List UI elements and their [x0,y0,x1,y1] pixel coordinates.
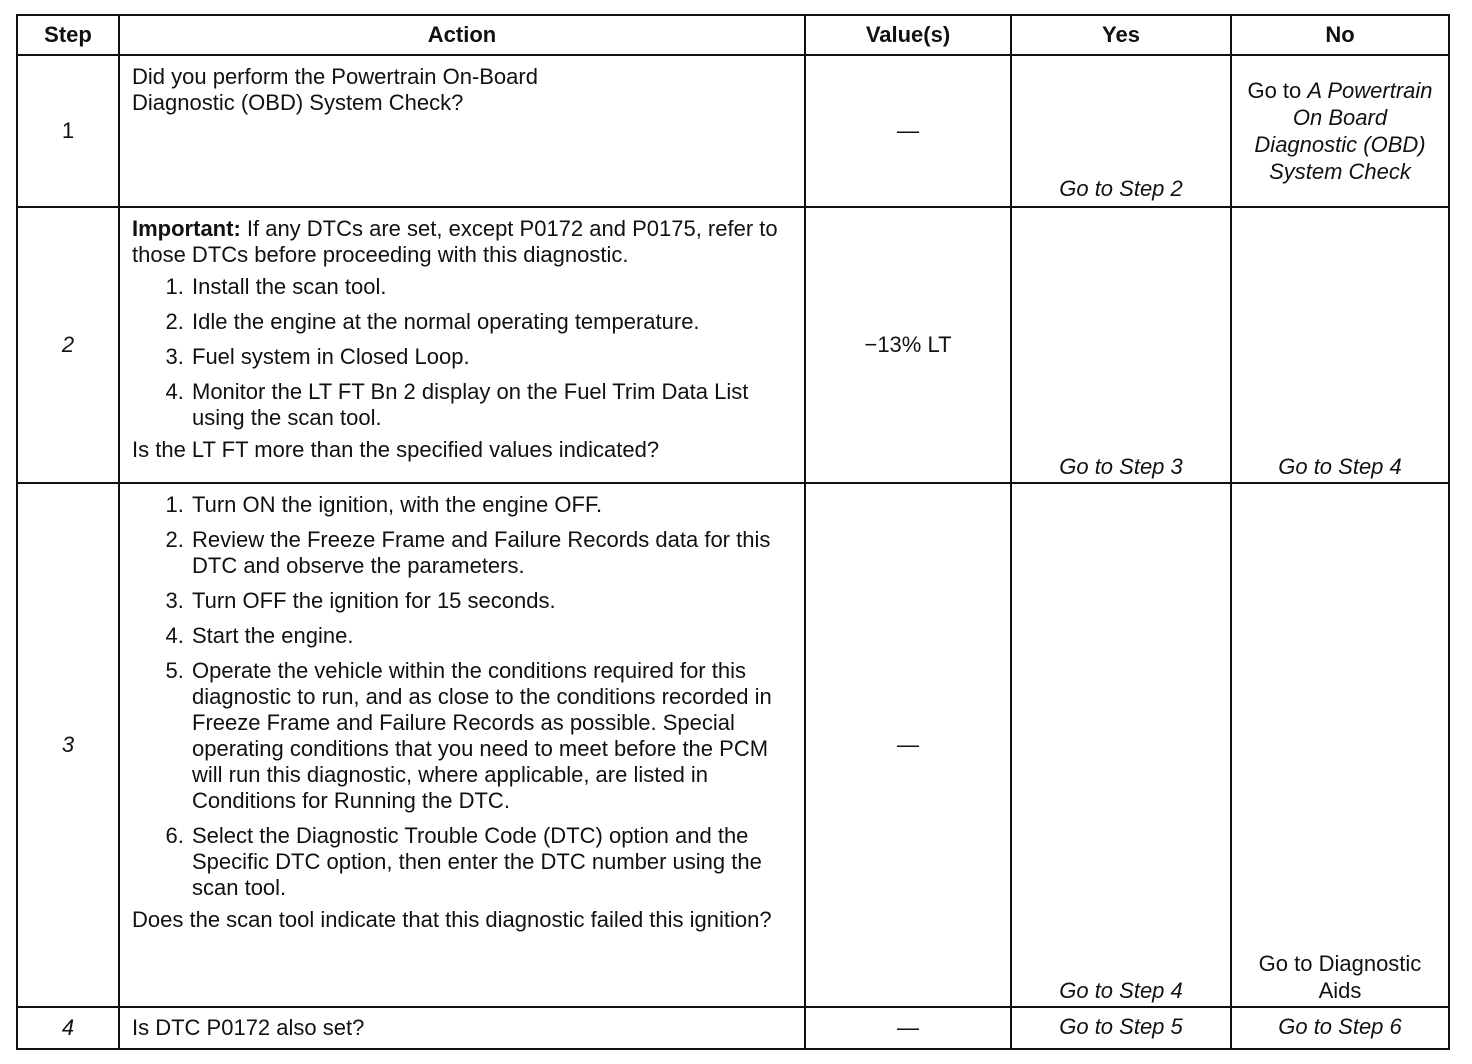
no-link[interactable] [1231,55,1449,207]
important-label: Important: [132,216,241,241]
value-cell: — [805,55,1011,207]
question-text: Does the scan tool indicate that this diagnostic failed this ignition? [132,907,772,932]
no-link-target: A Powertrain On Board Diagnostic (OBD) System Check [1254,78,1433,184]
header-no: No [1231,15,1449,55]
yes-link[interactable]: Go to Step 5 [1011,1007,1231,1049]
substep-list [132,274,794,431]
action-cell [119,483,805,1007]
important-text: If any DTCs are set, except P0172 and P0175, refer to those DTCs before proceeding with this diagnostic. [132,216,778,267]
table-row [17,55,1449,207]
question-text: Did you perform the Powertrain On-Board Diagnostic (OBD) System Check? [132,64,538,115]
table-row [17,1007,1449,1049]
action-cell: Is DTC P0172 also set? [119,1007,805,1049]
step-number: 2 [17,207,119,483]
substep: 2. Review the Freeze Frame and Failure Records data for this DTC and observe the parameters. [190,527,794,579]
step-number: 3 [17,483,119,1007]
value-cell: — [805,1007,1011,1049]
header-values: Value(s) [805,15,1011,55]
substep: 3. Fuel system in Closed Loop. [190,344,794,370]
table-row [17,483,1449,1007]
no-link[interactable]: Go to Diagnostic Aids [1231,483,1449,1007]
header-row [17,15,1449,55]
header-action: Action [119,15,805,55]
step-number: 1 [17,55,119,207]
header-step: Step [17,15,119,55]
yes-link[interactable]: Go to Step 4 [1011,483,1231,1007]
important-note [132,216,794,268]
substep: 4. Start the engine. [190,623,794,649]
table-row [17,207,1449,483]
action-cell [119,55,805,207]
substep: 1. Turn ON the ignition, with the engine OFF. [190,492,794,518]
step-number: 4 [17,1007,119,1049]
no-link-prefix: Go to [1247,78,1308,103]
action-cell [119,207,805,483]
yes-link[interactable]: Go to Step 3 [1011,207,1231,483]
substep-list [132,492,794,901]
substep: 4. Monitor the LT FT Bn 2 display on the Fuel Trim Data List using the scan tool. [190,379,794,431]
substep: 5. Operate the vehicle within the conditions required for this diagnostic to run, and as close to the conditions recorded in Freeze Frame and Failure Records as possible. Special operating conditions that you need to meet before the PCM will run this diagnostic, where applicable, are listed in Conditions for Running the DTC. [190,658,794,814]
substep: 6. Select the Diagnostic Trouble Code (DTC) option and the Specific DTC option, then enter the DTC number using the scan tool. [190,823,794,901]
yes-link[interactable]: Go to Step 2 [1011,55,1231,207]
substep: 1. Install the scan tool. [190,274,794,300]
header-yes: Yes [1011,15,1231,55]
substep: 2. Idle the engine at the normal operating temperature. [190,309,794,335]
question-text: Is the LT FT more than the specified values indicated? [132,437,660,462]
value-cell: −13% LT [805,207,1011,483]
no-link[interactable]: Go to Step 6 [1231,1007,1449,1049]
no-link[interactable]: Go to Step 4 [1231,207,1449,483]
substep: 3. Turn OFF the ignition for 15 seconds. [190,588,794,614]
value-cell: — [805,483,1011,1007]
diagnostic-table [16,14,1450,1050]
